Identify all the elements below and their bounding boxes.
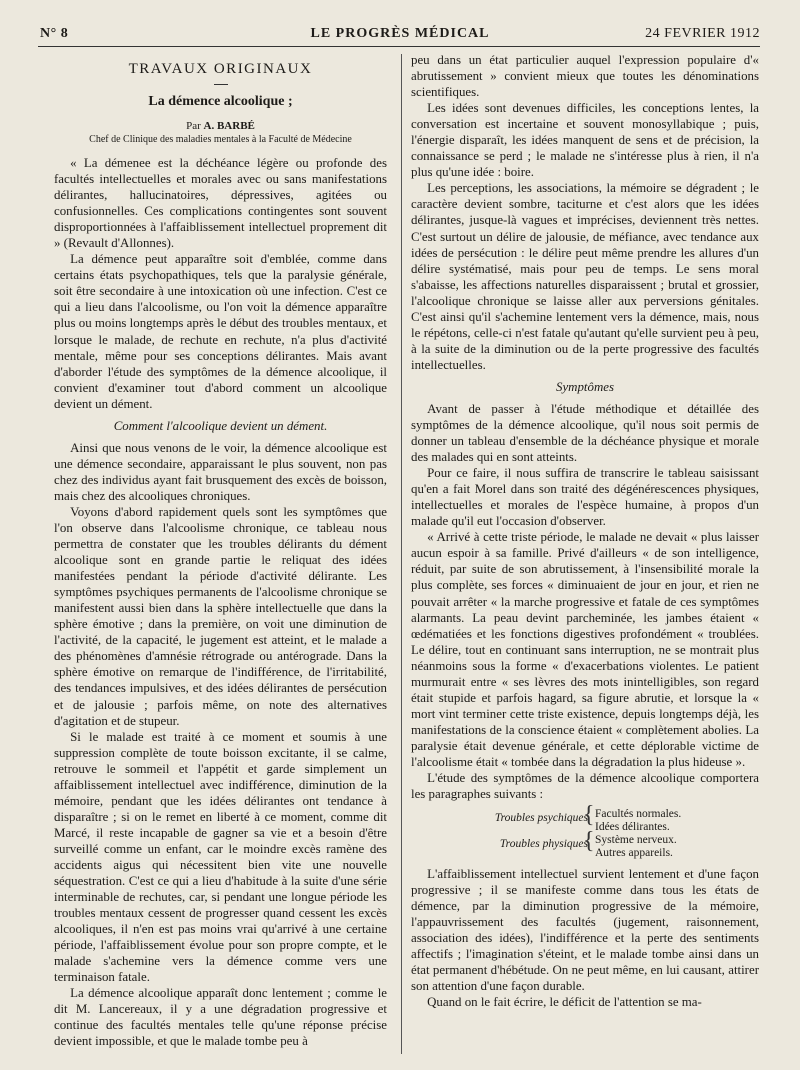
byline-prefix: Par xyxy=(186,120,201,132)
paragraph: La démence peut apparaître soit d'emblée, comme dans certains états psychopathiques, tels que la paralysie générale, soit être secondaire à une intoxication où une infection. C'est ce qui a lieu dans l'alcoolisme, ou l'on voit la démence apparaître plus ou moins longtemps après le début des troubles mentaux, et lorsque le malade, de rechute en rechute, n'a plus d'activité mentale, même pour ses conceptions délirantes. Mais avant d'aborder l'étude des symptômes de la démence alcoolique, il convient d'examiner tout d'abord comment un alcoolique devient un dément. xyxy=(54,252,387,411)
paragraph: Ainsi que nous venons de le voir, la démence alcoolique est une démence secondaire, apparaissant le plus souvent, non pas chez des individus ayant fait brusquement des excès de boisson, mais chez des alcooliques chroniques. xyxy=(54,440,387,503)
outline-item: Système nerveux. xyxy=(595,834,677,847)
subsection-heading: Comment l'alcoolique devient un dément. xyxy=(113,418,328,433)
paragraph: Les perceptions, les associations, la mémoire se dégradent ; le caractère devient sombre, taciturne et c'est alors que les idées délirantes, jusque-là vagues et imprécises, deviennent très nettes. C'est surtout un délire de jalousie, de méfiance, avec tendance aux idées de persécution : le délire peut même prendre les allures d'un délire systématisé, mais pour peu de temps. Le sens moral s'abaisse, les affections naturelles disparaissent ; brutal et grossier, l'alcoolique chronique se laisse aller aux perversions génitales. C'est ainsi qu'il s'achemine lentement vers la démence, mais, nous le répétons, celle-ci n'est fatale qu'autant qu'elle survient peu à peu, à la suite de la diminution ou de la perte progressive des facultés intellectuelles. xyxy=(411,181,759,372)
paragraph: L'affaiblissement intellectuel survient lentement et d'une façon progressive ; il se manifeste comme dans tous les états de démence, par la diminution progressive de la mémoire, l'appauvrissement des facultés (jugement, raisonnement, association des idées), l'indifférence et la perte des sentiments affectifs ; l'imagination s'éteint, et le malade tombe ainsi dans un état permanent d'hébétude. On ne peut même, en lui causant, attirer son attention d'une façon durable. xyxy=(411,867,759,994)
author-name: A. BARBÉ xyxy=(203,120,255,132)
paragraph: Quand on le fait écrire, le déficit de l'attention se ma- xyxy=(427,995,702,1010)
journal-title: LE PROGRÈS MÉDICAL xyxy=(310,26,490,41)
paragraph: Si le malade est traité à ce moment et soumis à une suppression complète de toute boisson excitante, il se calme, retrouve le sommeil et l'appétit et garde simplement un affaiblissement intellectuel avec indifférence, diminution de la mémoire, pendant que les idées délirantes ont tendance à disparaître ; si on le remet en liberté à ce moment, comme dit Marcé, il reste incapable de gagner sa vie et a besoin d'être surveillé comme un enfant, car le moindre excès ramène des accidents aigus qui nécessitent bien vite une nouvelle séquestration. C'est ce qui a lieu d'habitude à la suite d'une série interminable de rechutes, car, si pendant une longue période les troubles mentaux cessent de progresser quand cessent les excès alcooliques, il n'en est pas moins vrai qu'arrivé à une certaine période, l'affaiblissement évolue pour son propre compte, et le malade s'achemine vers la démence comme vers une terminaison fatale. xyxy=(54,729,387,985)
issue-date: 24 FEVRIER 1912 xyxy=(645,26,760,41)
physical-items xyxy=(595,834,677,860)
article-title: La démence alcoolique ; xyxy=(148,94,293,109)
brace-icon: { xyxy=(583,828,595,855)
brace-icon: { xyxy=(583,802,595,829)
section-heading: TRAVAUX ORIGINAUX xyxy=(128,61,313,77)
physical-label: Troubles physiques xyxy=(499,838,588,851)
symptom-outline xyxy=(411,802,759,860)
right-column xyxy=(411,52,759,1054)
paragraph: La démence alcoolique apparaît donc lentement ; comme le dit M. Lancereaux, il y a une dégradation progressive et continue des facultés mentales telle qu'une réponse précise devient impossible, et que le malade tombe peu à xyxy=(54,986,387,1049)
paragraph: Les idées sont devenues difficiles, les conceptions lentes, la conversation est incertaine et souvent monosyllabique ; puis, l'énergie disparaît, les idées manquent de sens et de précision, la connaissance se perd ; le malade ne s'intéresse plus à rien, il n'a plus qu'une idée : boire. xyxy=(411,101,759,180)
left-column xyxy=(54,52,387,1054)
paragraph: Voyons d'abord rapidement quels sont les symptômes que l'on observe dans l'alcoolisme chronique, ce tableau nous permettra de constater que les troubles délirants du dément alcoolique sont en grande partie le reliquat des idées manifestées pendant la période d'activité délirante. Les symptômes psychiques permanents de l'alcoolisme chronique se manifestent aussi bien dans la sphère intellectuelle que dans la sphère émotive ; dans la première, on voit une diminution de l'activité, de la capacité, le jugement est atteint, et le malade a des phénomènes d'amnésie rétrograde ou antérograde. Dans la sphère émotive on remarque de l'indifférence, de l'irritabilité, des tendances impulsives, et des idées délirantes de persécution et de jalousie ; parfois même, on note des alternatives d'agitation et de stupeur. xyxy=(54,504,387,728)
header-rule xyxy=(38,46,760,47)
paragraph: Avant de passer à l'étude méthodique et détaillée des symptômes de la démence alcoolique, qu'il nous soit permis de donner un tableau d'ensemble de la déchéance physique et morale des malades qui en sont atteints. xyxy=(411,401,759,465)
quotation: « Arrivé à cette triste période, le malade ne devait « plus laisser aucun espoir à sa famille. Privé d'ailleurs « de son intelligence, réduit, par suite de son abrutissement, à l'insensibilité morale la plus complète, ses forces « diminuaient de jour en jour, et rien ne pouvait arrêter « la marche progressive et fatale de ces symptômes alarmants. La peau devint parcheminée, les jambes étaient « œdématiées et les fonctions digestives profondément « troublées. Le délire, tout en continuant sans interruption, ne se montrait plus néanmoins sous la forme « d'exacerbations violentes. Le patient murmurait entre « ses lèvres des mots inintelligibles, son regard était stupide et parfois hagard, sa figure abrutie, et lorsque la « mort vint terminer cette triste existence, depuis longtemps déjà, les manifestations de la conscience étaient « complètement abolies. La paralysie était devenue générale, et cette déplorable victime de l'alcoolisme était « tombée dans la dégradation la plus hideuse ». xyxy=(411,530,759,769)
section-dash xyxy=(214,84,228,85)
running-header xyxy=(40,26,760,46)
outline-item: Facultés normales. xyxy=(595,808,682,821)
subsection-heading: Symptômes xyxy=(556,379,614,394)
psychic-label: Troubles psychiques xyxy=(494,812,588,825)
author-affiliation: Chef de Clinique des maladies mentales à la Faculté de Médecine xyxy=(89,134,352,145)
issue-number: N° 8 xyxy=(40,26,69,41)
paragraph: Pour ce faire, il nous suffira de transcrire le tableau saisissant qu'en a fait Morel dans son traité des dégénérescences physiques, intellectuelles et morales de l'espèce humaine, à propos d'un malade qu'il eut l'occasion d'observer. xyxy=(411,466,759,529)
byline xyxy=(54,119,387,133)
outline-item: Idées délirantes. xyxy=(595,821,670,834)
psychic-items xyxy=(595,808,681,834)
paragraph: L'étude des symptômes de la démence alcoolique comportera les paragraphes suivants : xyxy=(411,771,759,802)
paragraph: peu dans un état particulier auquel l'expression populaire d'« abrutissement » convient mieux que toutes les dénominations scientifiques. xyxy=(411,53,759,100)
outline-item: Autres appareils. xyxy=(595,847,673,860)
column-divider xyxy=(401,54,402,1054)
paragraph: « La démenee est la déchéance légère ou profonde des facultés intellectuelles et morales avec ou sans manifestations délirantes, hallucinatoires, dépressives, agitées ou confusionnelles. Ces complications contingentes sont souvent disproportionnées à l'affaiblissement intellectuel proprement dit » (Revault d'Allonnes). xyxy=(54,156,387,251)
